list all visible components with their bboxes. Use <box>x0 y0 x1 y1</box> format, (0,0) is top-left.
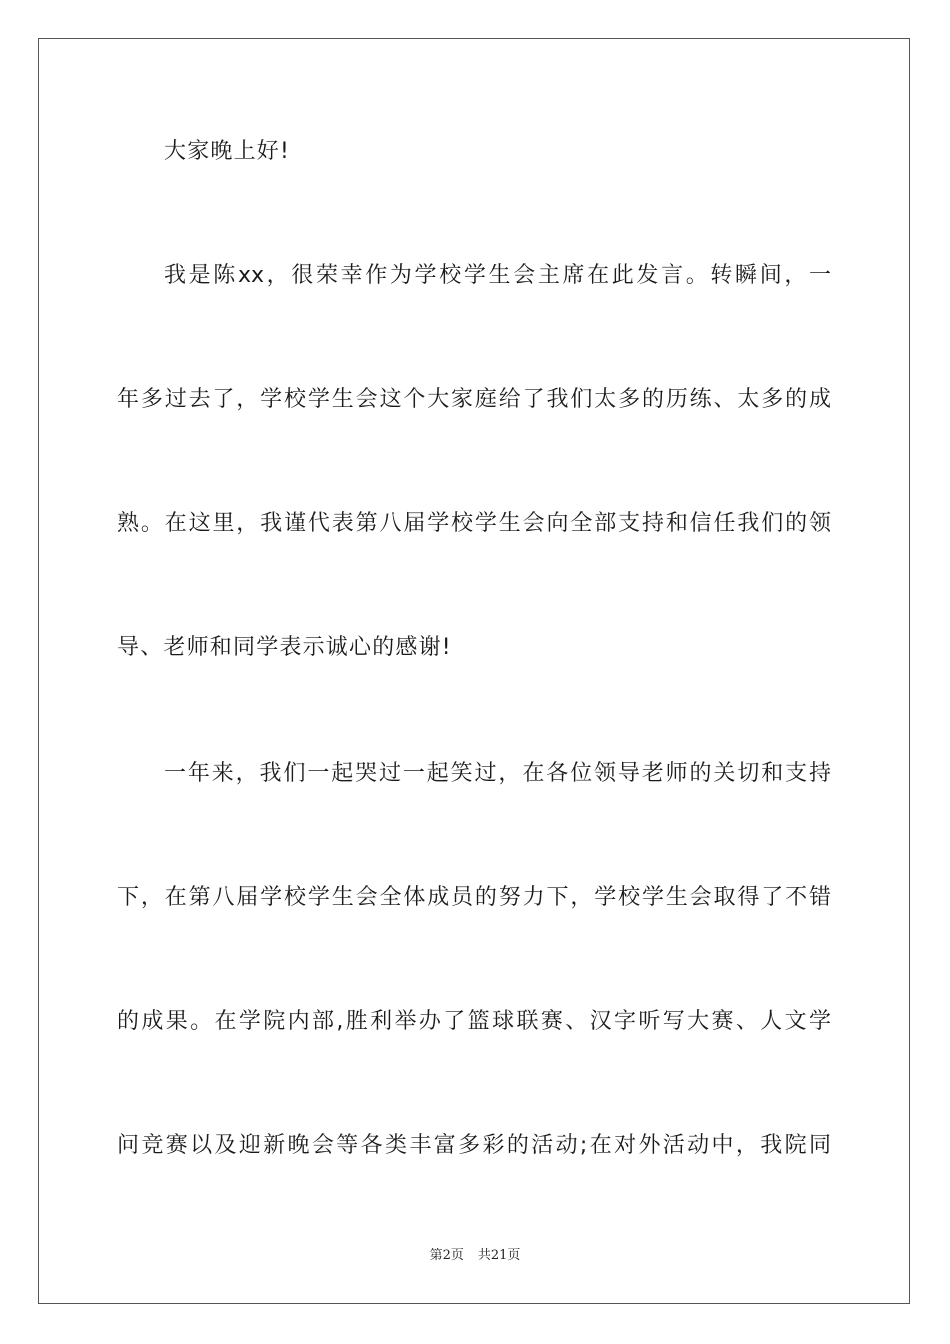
paragraph-2-line-2: 下，在第八届学校学生会全体成员的努力下，学校学生会取得了不错 <box>117 885 831 910</box>
paragraph-2-line-3: 的成果。在学院内部,胜利举办了篮球联赛、汉字听写大赛、人文学 <box>117 1009 831 1034</box>
page-footer <box>0 1247 950 1265</box>
greeting-line: 大家晚上好! <box>164 139 291 164</box>
paragraph-1-line-2: 年多过去了，学校学生会这个大家庭给了我们太多的历练、太多的成 <box>117 387 831 412</box>
paragraph-1-line-3: 熟。在这里，我谨代表第八届学校学生会向全部支持和信任我们的领 <box>117 511 831 536</box>
paragraph-2-line-4: 问竞赛以及迎新晚会等各类丰富多彩的活动;在对外活动中，我院同 <box>117 1133 831 1158</box>
paragraph-1-line-4: 导、老师和同学表示诚心的感谢! <box>117 635 452 660</box>
page-border <box>38 38 910 1304</box>
paragraph-1-line-1: 我是陈xx，很荣幸作为学校学生会主席在此发言。转瞬间，一 <box>164 263 831 288</box>
total-pages: 共21页 <box>477 1248 521 1263</box>
page-number: 第2页 <box>429 1248 464 1263</box>
paragraph-2-line-1: 一年来，我们一起哭过一起笑过，在各位领导老师的关切和支持 <box>164 761 831 786</box>
